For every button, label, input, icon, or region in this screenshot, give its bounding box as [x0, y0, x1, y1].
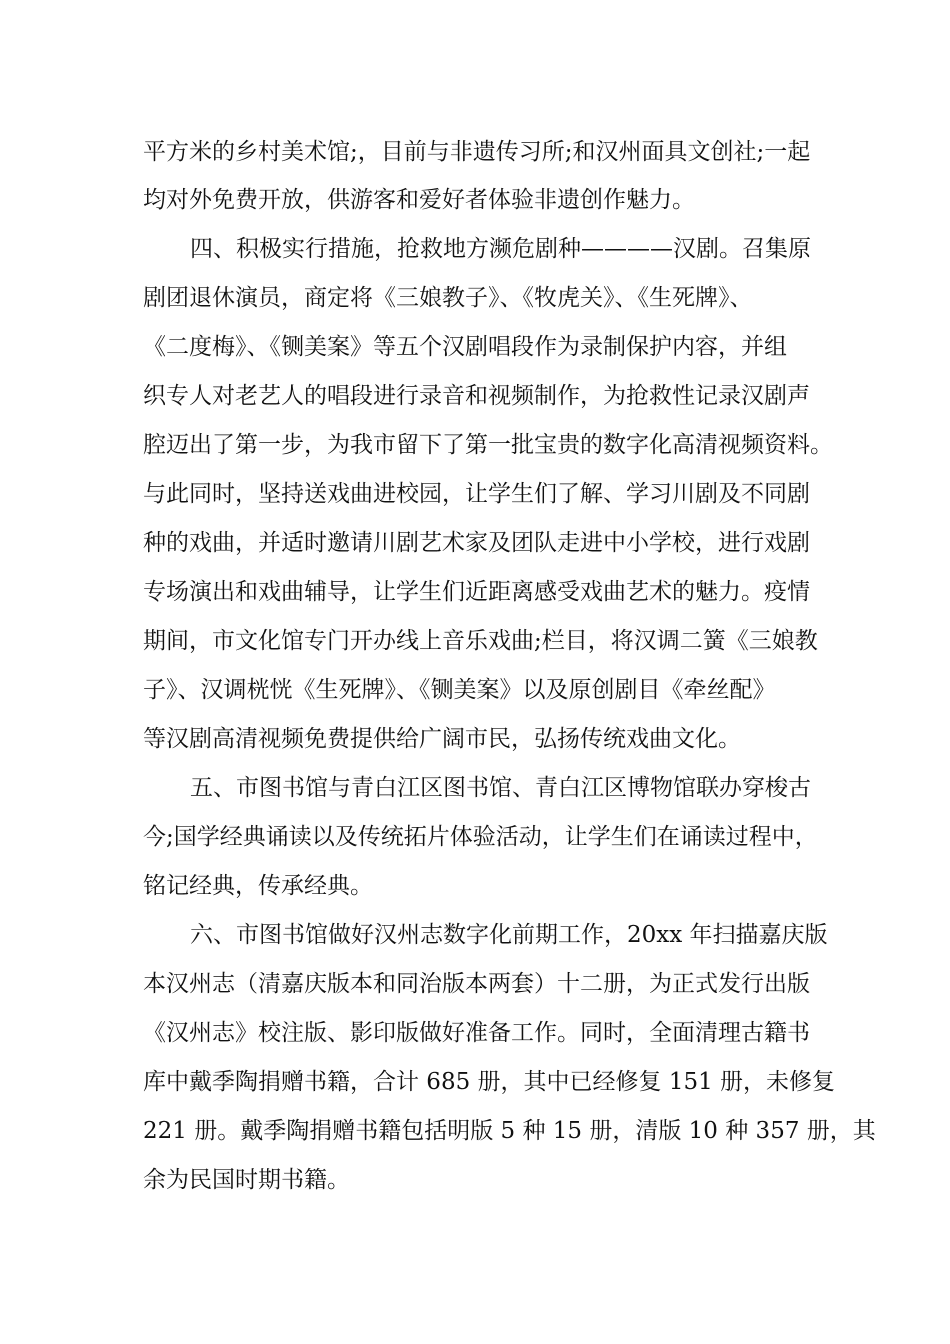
text-line: 221 册。戴季陶捐赠书籍包括明版 5 种 15 册，清版 10 种 357 册，其 — [143, 1118, 876, 1144]
text-line: 等汉剧高清视频免费提供给广阔市民，弘扬传统戏曲文化。 — [143, 726, 741, 752]
text-line: 剧团退休演员，商定将《三娘教子》、《牧虎关》、《生死牌》、 — [143, 285, 753, 311]
text-line: 子》、汉调桄恍《生死牌》、《铡美案》以及原创剧目《牵丝配》 — [143, 677, 776, 703]
text-line: 腔迈出了第一步，为我市留下了第一批宝贵的数字化高清视频资料。 — [143, 432, 833, 458]
text-line: 均对外免费开放，供游客和爱好者体验非遗创作魅力。 — [143, 187, 695, 213]
text-line: 平方米的乡村美术馆;，目前与非遗传习所;和汉州面具文创社;一起 — [143, 139, 811, 165]
text-line: 四、积极实行措施，抢救地方濒危剧种————汉剧。召集原 — [190, 236, 811, 262]
text-line: 专场演出和戏曲辅导，让学生们近距离感受戏曲艺术的魅力。疫情 — [143, 579, 810, 605]
text-line: 库中戴季陶捐赠书籍，合计 685 册，其中已经修复 151 册，未修复 — [143, 1069, 836, 1095]
text-line: 余为民国时期书籍。 — [143, 1167, 350, 1193]
text-line: 六、市图书馆做好汉州志数字化前期工作，20xx 年扫描嘉庆版 — [190, 922, 828, 948]
text-line: 织专人对老艺人的唱段进行录音和视频制作，为抢救性记录汉剧声 — [143, 383, 810, 409]
text-line: 种的戏曲，并适时邀请川剧艺术家及团队走进中小学校，进行戏剧 — [143, 530, 810, 556]
text-line: 期间，市文化馆专门开办线上音乐戏曲;栏目，将汉调二簧《三娘教 — [143, 628, 818, 654]
text-line: 今;国学经典诵读以及传统拓片体验活动，让学生们在诵读过程中， — [143, 824, 818, 850]
text-line: 本汉州志（清嘉庆版本和同治版本两套）十二册，为正式发行出版 — [143, 971, 810, 997]
text-line: 与此同时，坚持送戏曲进校园，让学生们了解、学习川剧及不同剧 — [143, 481, 810, 507]
text-line: 《汉州志》校注版、影印版做好准备工作。同时，全面清理古籍书 — [143, 1020, 810, 1046]
text-line: 铭记经典，传承经典。 — [143, 873, 373, 899]
text-line: 《二度梅》、《铡美案》等五个汉剧唱段作为录制保护内容，并组 — [143, 334, 787, 360]
text-line: 五、市图书馆与青白江区图书馆、青白江区博物馆联办穿梭古 — [190, 775, 811, 801]
